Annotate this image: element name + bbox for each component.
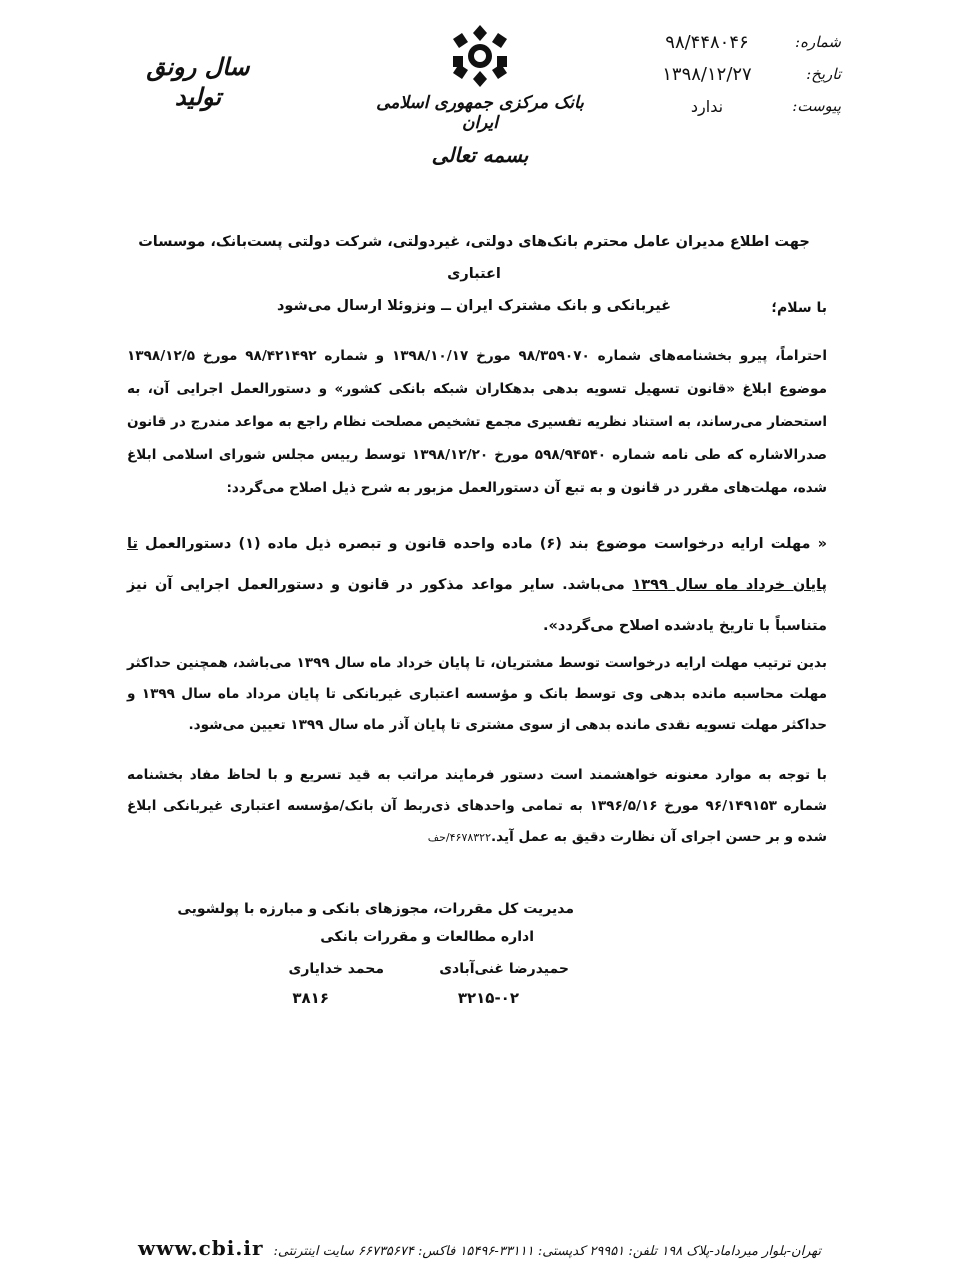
recipients — [129, 226, 819, 322]
letter-meta — [631, 26, 841, 122]
letter-number-row — [631, 26, 841, 58]
slogan-line-1: سال رونق — [146, 52, 250, 81]
signatory-name-2: محمد خدایاری — [288, 961, 384, 977]
year-slogan — [118, 52, 278, 112]
letter-attachment-label: پیوست: — [792, 97, 841, 115]
quoted-amendment — [127, 524, 827, 647]
recipients-line-2: غیربانکی و بانک مشترک ایران ــ ونزوئلا ارسال می‌شود — [276, 298, 672, 314]
letter-date-label: تاریخ: — [806, 65, 841, 83]
bank-logo-block — [360, 25, 600, 167]
paragraph-1: احتراماً، پیرو بخشنامه‌های شماره ۹۸/۳۵۹۰۷۰ مورخ ۱۳۹۸/۱۰/۱۷ و شماره ۹۸/۴۲۱۴۹۲ مورخ ۱۳۹۸/۱۲/۵ موضوع ابلاغ «قانون تسهیل تسویه بدهی بدهکاران شبکه بانکی کشور» و دستورالعمل اجرایی آن، به استحضار می‌رساند، به استناد نظریه تفسیری مجمع تشخیص مصلحت نظام راجع به مواعد مندرج در قانون صدرالاشاره که طی نامه شماره ۵۹۸/۹۴۵۴۰ مورخ ۱۳۹۸/۱۲/۲۰ توسط رییس مجلس شورای اسلامی ابلاغ شده، مهلت‌های مقرر در قانون و به تبع آن دستورالعمل مزبور به شرح ذیل اصلاح می‌گردد: — [127, 348, 827, 496]
quote-part-1: « مهلت ارایه درخواست موضوع بند (۶) ماده واحده قانون و تبصره ذیل ماده (۱) دستورالعمل — [137, 536, 828, 552]
paragraph-3 — [127, 760, 827, 853]
signature-department-2: اداره مطالعات و مقررات بانکی — [320, 929, 534, 945]
letter-attachment-row — [631, 90, 841, 122]
signature-department-1: مدیریت کل مقررات، مجوزهای بانکی و مبارزه با پولشویی — [177, 901, 574, 917]
slogan-line-2: تولید — [174, 82, 222, 111]
salutation: با سلام؛ — [771, 300, 827, 316]
letter-footer — [0, 1236, 959, 1260]
signatory-code-2: ۳۸۱۶ — [292, 989, 329, 1007]
signatory-code-1: ۳۲۱۵-۰۲ — [457, 989, 519, 1007]
footer-address: تهران-بلوار میرداماد-پلاک ۱۹۸ تلفن: ۲۹۹۵۱ کدپستی: ۳۳۱۱۱-۱۵۴۹۶ فاکس: ۶۶۷۳۵۶۷۴ سایت اینترنتی: — [273, 1244, 821, 1259]
letter-date-value: ۱۳۹۸/۱۲/۲۷ — [662, 63, 752, 85]
letter-date-row — [631, 58, 841, 90]
reference-code: ۴۶۷۸۳۲۲/حف — [427, 831, 491, 844]
quote-part-2: می‌باشد. سایر مواعد مذکور در قانون و دستورالعمل اجرایی آن نیز متناسباً با تاریخ یادشده اصلاح می‌گردد». — [127, 577, 827, 634]
signatory-name-1: حمیدرضا غنی‌آبادی — [439, 961, 569, 977]
recipients-line-1: جهت اطلاع مدیران عامل محترم بانک‌های دولتی، غیردولتی، شرکت دولتی پست‌بانک، موسسات اعتباری — [138, 234, 810, 282]
bank-name: بانک مرکزی جمهوری اسلامی ایران — [376, 93, 584, 133]
paragraph-2: بدین ترتیب مهلت ارایه درخواست توسط مشتریان، تا پایان خرداد ماه سال ۱۳۹۹ می‌باشد، همچنین حداکثر مهلت محاسبه مانده بدهی وی توسط بانک و مؤسسه اعتباری غیربانکی تا پایان مرداد ماه سال ۱۳۹۹ و حداکثر مهلت تسویه نقدی مانده بدهی از سوی مشتری تا پایان آذر ماه سال ۱۳۹۹ تعیین می‌شود. — [127, 655, 827, 733]
footer-website: www.cbi.ir — [138, 1236, 264, 1260]
letter-number-value: ۹۸/۴۴۸۰۴۶ — [665, 31, 749, 53]
letter-number-label: شماره: — [795, 33, 841, 51]
quote-underlined-deadline: تا پایان خرداد ماه سال ۱۳۹۹ — [127, 536, 828, 593]
bank-emblem-icon — [445, 25, 515, 87]
paragraph-3-text: با توجه به موارد معنونه خواهشمند است دستور فرمایند مراتب به قید تسریع و با لحاظ مفاد بخشنامه شماره ۹۶/۱۴۹۱۵۳ مورخ ۱۳۹۶/۵/۱۶ به تمامی واحدهای ذی‌ربط آن بانک/مؤسسه اعتباری غیربانکی ابلاغ شده و بر حسن اجرای آن نظارت دقیق به عمل آید. — [127, 767, 827, 845]
basmala: بسمه تعالی — [431, 143, 529, 167]
letter-attachment-value: ندارد — [690, 96, 724, 116]
